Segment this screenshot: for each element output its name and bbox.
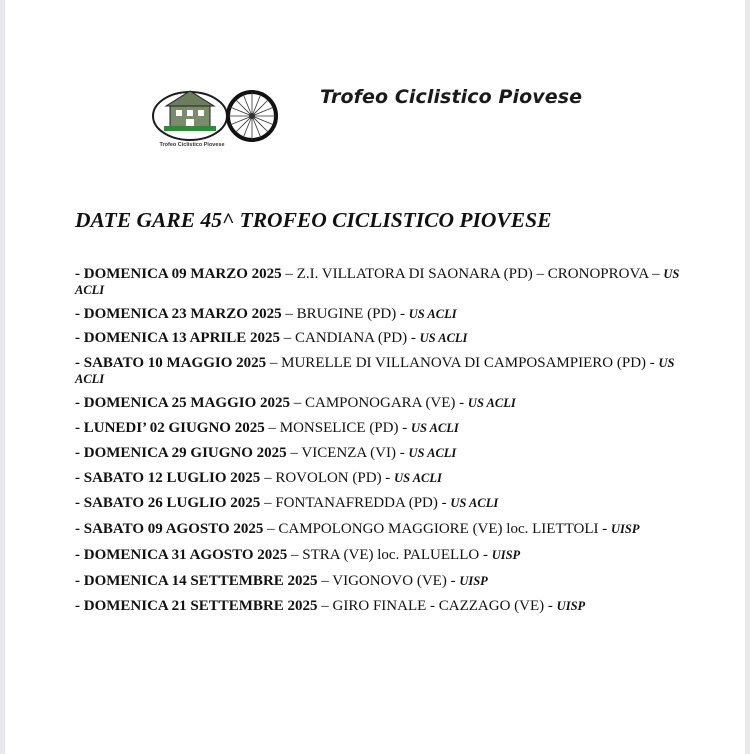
event-location: – MONSELICE (PD) - — [264, 420, 411, 436]
event-location: – STRA (VE) loc. PALUELLO - — [287, 547, 492, 563]
event-item — [75, 420, 683, 436]
club-logo — [152, 86, 280, 148]
event-organizer: US ACLI — [410, 421, 459, 435]
event-item — [75, 266, 683, 298]
brand-name: Trofeo Ciclistico Piovese — [320, 86, 583, 108]
event-item — [75, 395, 683, 411]
event-organizer: US ACLI — [408, 307, 457, 321]
event-organizer: UISP — [459, 574, 488, 588]
event-location: – GIRO FINALE - CAZZAGO (VE) - — [317, 598, 557, 614]
event-location: – CAMPONOGARA (VE) - — [290, 395, 468, 411]
event-item — [75, 330, 683, 346]
event-list — [75, 266, 683, 614]
event-organizer: US ACLI — [467, 396, 516, 410]
event-date: - DOMENICA 09 MARZO 2025 — [75, 266, 282, 282]
event-item — [75, 495, 683, 511]
event-location: – Z.I. VILLATORA DI SAONARA (PD) – CRONOPROVA – — [281, 266, 664, 282]
event-organizer: UISP — [556, 599, 586, 613]
event-organizer: US ACLI — [450, 496, 499, 510]
event-organizer: US ACLI — [75, 356, 675, 386]
event-item — [75, 598, 683, 614]
event-item — [75, 355, 683, 387]
logo-caption: Trofeo Ciclistico Piovese — [159, 142, 225, 148]
event-item — [75, 547, 683, 563]
event-location: – CAMPOLONGO MAGGIORE (VE) loc. LIETTOLI - — [263, 521, 611, 537]
event-location: – CANDIANA (PD) - — [280, 330, 420, 346]
event-date: - SABATO 26 LUGLIO 2025 — [75, 495, 261, 511]
event-organizer: US ACLI — [75, 267, 680, 297]
page-title: DATE GARE 45^ TROFEO CICLISTICO PIOVESE — [75, 208, 552, 232]
event-location: – VICENZA (VI) - — [286, 445, 409, 461]
event-organizer: US ACLI — [394, 471, 442, 485]
event-date: - SABATO 09 AGOSTO 2025 — [75, 521, 264, 537]
header — [5, 80, 745, 150]
event-location: – BRUGINE (PD) - — [281, 306, 409, 322]
event-item — [75, 470, 683, 486]
event-location: – VIGONOVO (VE) - — [317, 573, 460, 589]
event-organizer: UISP — [610, 522, 640, 536]
event-date: - DOMENICA 21 SETTEMBRE 2025 — [75, 598, 318, 614]
event-organizer: UISP — [491, 548, 521, 562]
event-date: - SABATO 10 MAGGIO 2025 — [75, 355, 267, 371]
event-organizer: US ACLI — [408, 446, 457, 460]
event-date: - DOMENICA 14 SETTEMBRE 2025 — [75, 573, 318, 589]
event-date: - DOMENICA 23 MARZO 2025 — [75, 306, 282, 322]
event-date: - SABATO 12 LUGLIO 2025 — [75, 470, 261, 486]
event-date: - DOMENICA 25 MAGGIO 2025 — [75, 395, 290, 411]
event-date: - DOMENICA 29 GIUGNO 2025 — [75, 445, 287, 461]
event-date: - LUNEDI’ 02 GIUGNO 2025 — [75, 420, 265, 436]
event-date: - DOMENICA 13 APRILE 2025 — [75, 330, 281, 346]
event-item — [75, 445, 683, 461]
event-item — [75, 521, 683, 537]
event-location: – MURELLE DI VILLANOVA DI CAMPOSAMPIERO (PD) - — [266, 355, 659, 371]
document-page — [5, 0, 745, 754]
event-item — [75, 573, 683, 589]
event-item — [75, 306, 683, 322]
event-organizer: US ACLI — [419, 331, 468, 345]
event-location: – ROVOLON (PD) - — [260, 470, 395, 486]
event-date: - DOMENICA 31 AGOSTO 2025 — [75, 547, 288, 563]
event-location: – FONTANAFREDDA (PD) - — [260, 495, 451, 511]
